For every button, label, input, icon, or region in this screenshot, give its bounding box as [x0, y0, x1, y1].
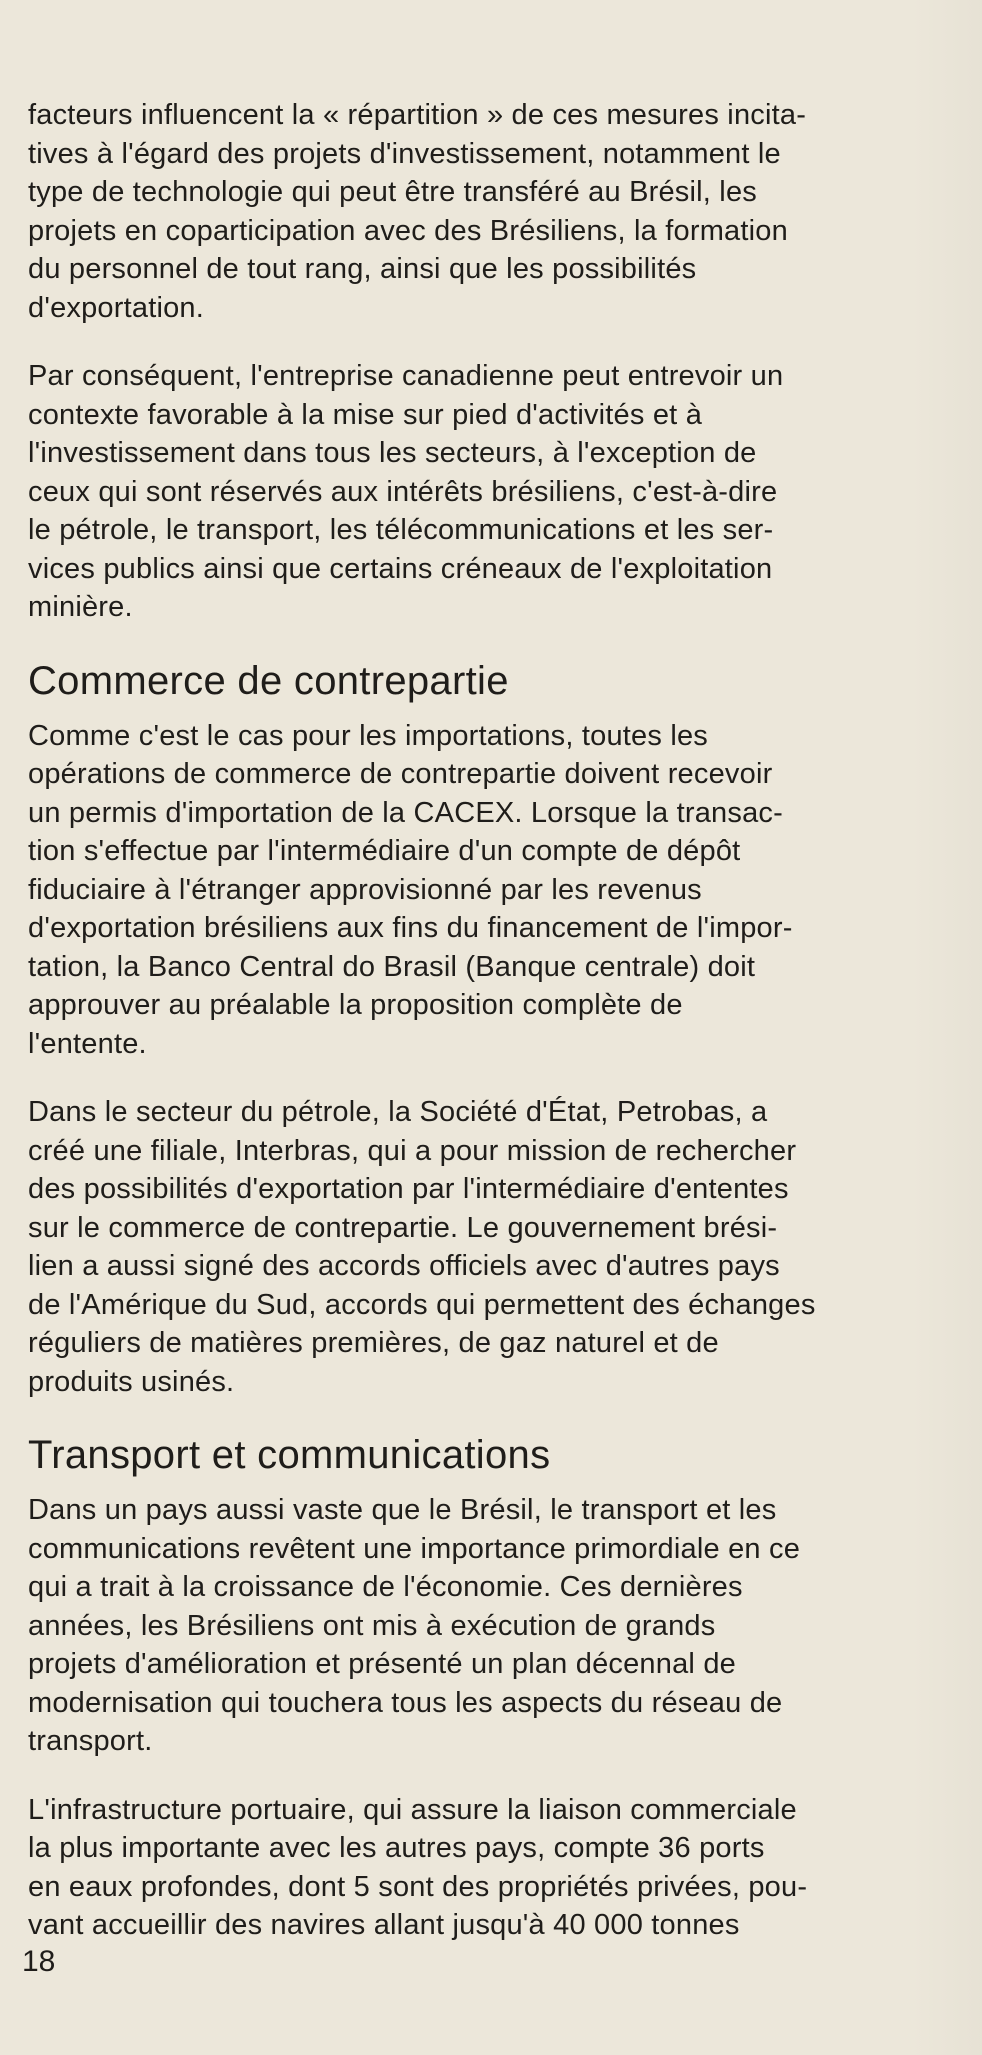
text-line: un permis d'importation de la CACEX. Lorsque la transac- — [28, 796, 783, 829]
text-line: facteurs influencent la « répartition » de ces mesures incita- — [28, 99, 807, 131]
text-line: Comme c'est le cas pour les importations, toutes les — [28, 719, 708, 752]
text-line: fiduciaire à l'étranger approvisionné par les revenus — [28, 873, 702, 906]
paragraph-transport — [28, 1491, 948, 1761]
text-line: créé une filiale, Interbras, qui a pour mission de rechercher — [28, 1134, 797, 1167]
text-line: minière. — [28, 591, 133, 623]
text-line: Dans le secteur du pétrole, la Société d'État, Petrobas, a — [28, 1096, 768, 1128]
text-line: produits usinés. — [28, 1365, 235, 1398]
document-page — [28, 96, 948, 1975]
text-line: tion s'effectue par l'intermédiaire d'un compte de dépôt — [28, 835, 741, 867]
text-line: L'infrastructure portuaire, qui assure la liaison commerciale — [28, 1793, 797, 1826]
text-line: vices publics ainsi que certains créneaux de l'exploitation — [28, 552, 773, 585]
text-line: le pétrole, le transport, les télécommunications et les ser- — [28, 514, 774, 546]
text-line: modernisation qui touchera tous les aspects du réseau de — [28, 1686, 783, 1719]
text-line: transport. — [28, 1725, 153, 1757]
text-line: d'exportation brésiliens aux fins du financement de l'impor- — [28, 912, 793, 944]
text-line: de l'Amérique du Sud, accords qui permettent des échanges — [28, 1288, 816, 1321]
text-line: tives à l'égard des projets d'investissement, notamment le — [28, 137, 781, 170]
text-line: en eaux profondes, dont 5 sont des propriétés privées, pou- — [28, 1870, 808, 1903]
text-line: des possibilités d'exportation par l'intermédiaire d'ententes — [28, 1173, 789, 1205]
text-line: l'entente. — [28, 1027, 147, 1060]
text-line: qui a trait à la croissance de l'économie. Ces dernières — [28, 1571, 743, 1603]
text-line: la plus importante avec les autres pays, compte 36 ports — [28, 1832, 765, 1864]
text-line: projets d'amélioration et présenté un plan décennal de — [28, 1648, 736, 1680]
text-line: type de technologie qui peut être transféré au Brésil, les — [28, 176, 757, 208]
text-line: du personnel de tout rang, ainsi que les possibilités — [28, 253, 697, 285]
text-line: lien a aussi signé des accords officiels avec d'autres pays — [28, 1250, 780, 1282]
text-line: sur le commerce de contrepartie. Le gouvernement brési- — [28, 1211, 778, 1244]
text-line: contexte favorable à la mise sur pied d'activités et à — [28, 398, 703, 431]
text-line: vant accueillir des navires allant jusqu'à 40 000 tonnes — [28, 1909, 740, 1941]
text-line: l'investissement dans tous les secteurs, à l'exception de — [28, 437, 757, 469]
paragraph-imports — [28, 717, 948, 1064]
text-line: projets en coparticipation avec des Brésiliens, la formation — [28, 214, 788, 247]
section-heading-commerce: Commerce de contrepartie — [28, 658, 509, 703]
text-line: années, les Brésiliens ont mis à exécution de grands — [28, 1609, 716, 1642]
text-line: tation, la Banco Central do Brasil (Banque centrale) doit — [28, 950, 756, 983]
text-line: Dans un pays aussi vaste que le Brésil, le transport et les — [28, 1494, 777, 1526]
page-number: 18 — [22, 1945, 56, 1978]
text-line: approuver au préalable la proposition complète de — [28, 989, 683, 1021]
paragraph-consequence — [28, 357, 948, 627]
text-line: d'exportation. — [28, 291, 205, 324]
text-line: opérations de commerce de contrepartie doivent recevoir — [28, 758, 773, 790]
text-line: ceux qui sont réservés aux intérêts brésiliens, c'est-à-dire — [28, 475, 778, 508]
paragraph-petroleum — [28, 1093, 948, 1401]
text-line: communications revêtent une importance primordiale en ce — [28, 1532, 801, 1565]
paragraph-ports — [28, 1791, 948, 1945]
text-line: réguliers de matières premières, de gaz naturel et de — [28, 1327, 719, 1359]
paragraph-incentives — [28, 96, 948, 327]
text-line: Par conséquent, l'entreprise canadienne peut entrevoir un — [28, 360, 784, 392]
section-heading-transport: Transport et communications — [28, 1433, 551, 1477]
